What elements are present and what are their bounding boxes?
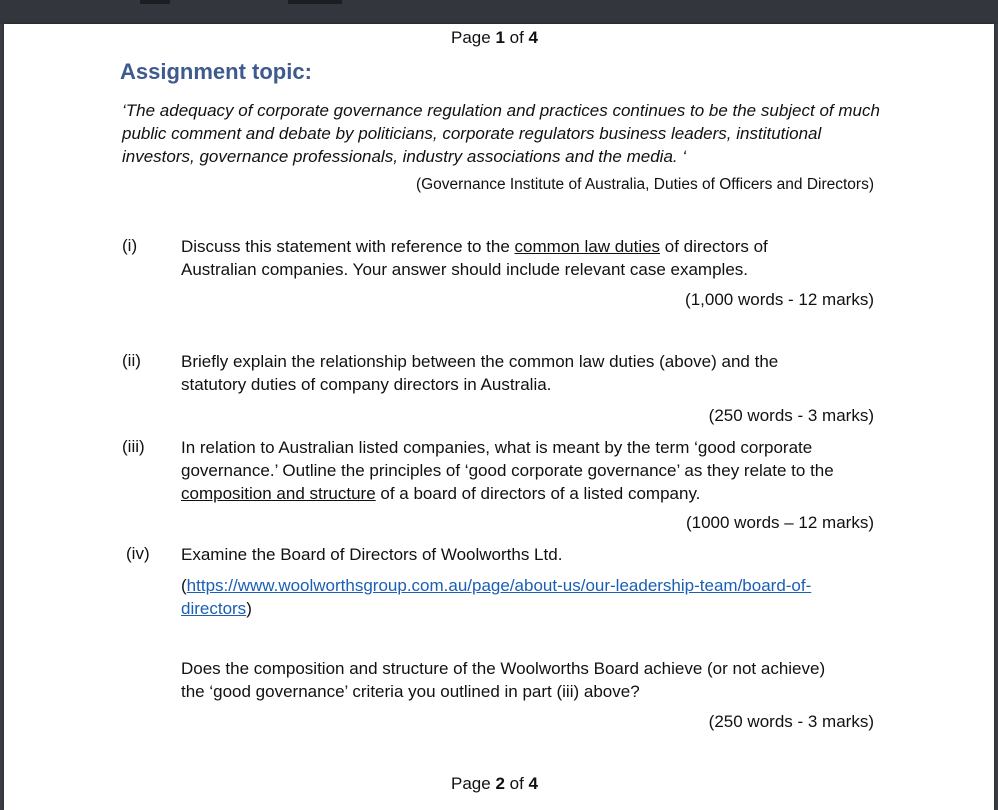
question-marks: (250 words - 3 marks) bbox=[708, 406, 874, 425]
page-number-top: Page 1 of 4 bbox=[451, 28, 538, 47]
question-marks: (250 words - 3 marks) bbox=[708, 712, 874, 731]
woolworths-board-link-line: directors) bbox=[181, 599, 252, 618]
document-page bbox=[4, 24, 994, 810]
quote-citation: (Governance Institute of Australia, Duties of Officers and Directors) bbox=[415, 176, 874, 193]
question-marks: (1,000 words - 12 marks) bbox=[685, 290, 874, 309]
question-number: (ii) bbox=[122, 351, 141, 370]
question-number: (iv) bbox=[126, 544, 150, 563]
question-text: Discuss this statement with reference to the common law duties of directors of Australian companies. Your answer should include relevant case examples. bbox=[181, 237, 768, 279]
page-title: Assignment topic: bbox=[120, 59, 312, 84]
woolworths-board-link-line: (https://www.woolworthsgroup.com.au/page/about-us/our-leadership-team/board-of- bbox=[181, 576, 812, 595]
woolworths-board-link[interactable]: https://www.woolworthsgroup.com.au/page/about-us/our-leadership-team/board-of- bbox=[186, 576, 812, 595]
question-text: Briefly explain the relationship between the common law duties (above) and the statutory duties of company directors in Australia. bbox=[181, 352, 779, 394]
question-text: Examine the Board of Directors of Woolworths Ltd. bbox=[181, 545, 563, 564]
toolbar-button[interactable] bbox=[288, 0, 342, 4]
woolworths-board-link-continued[interactable]: directors bbox=[181, 599, 247, 618]
quote-text: ‘The adequacy of corporate governance regulation and practices continues to be the subject of much public comment and debate by politicians, corporate regulators business leaders, institutional investors, governance professionals, industry associations and the media. ‘ bbox=[122, 101, 880, 166]
page-number-bottom: Page 2 of 4 bbox=[451, 774, 538, 793]
question-text: Does the composition and structure of the Woolworths Board achieve (or not achieve) the ‘good governance’ criteria you outlined in part (iii) above? bbox=[181, 659, 826, 701]
question-text: In relation to Australian listed companies, what is meant by the term ‘good corporate governance.’ Outline the principles of ‘good corporate governance’ as they relate to the composition and structure of a board of directors of a listed company. bbox=[181, 438, 834, 503]
question-number: (i) bbox=[122, 236, 138, 255]
viewer-toolbar bbox=[0, 0, 998, 24]
toolbar-button[interactable] bbox=[140, 0, 170, 4]
question-marks: (1000 words – 12 marks) bbox=[685, 513, 874, 532]
question-number: (iii) bbox=[122, 437, 145, 456]
